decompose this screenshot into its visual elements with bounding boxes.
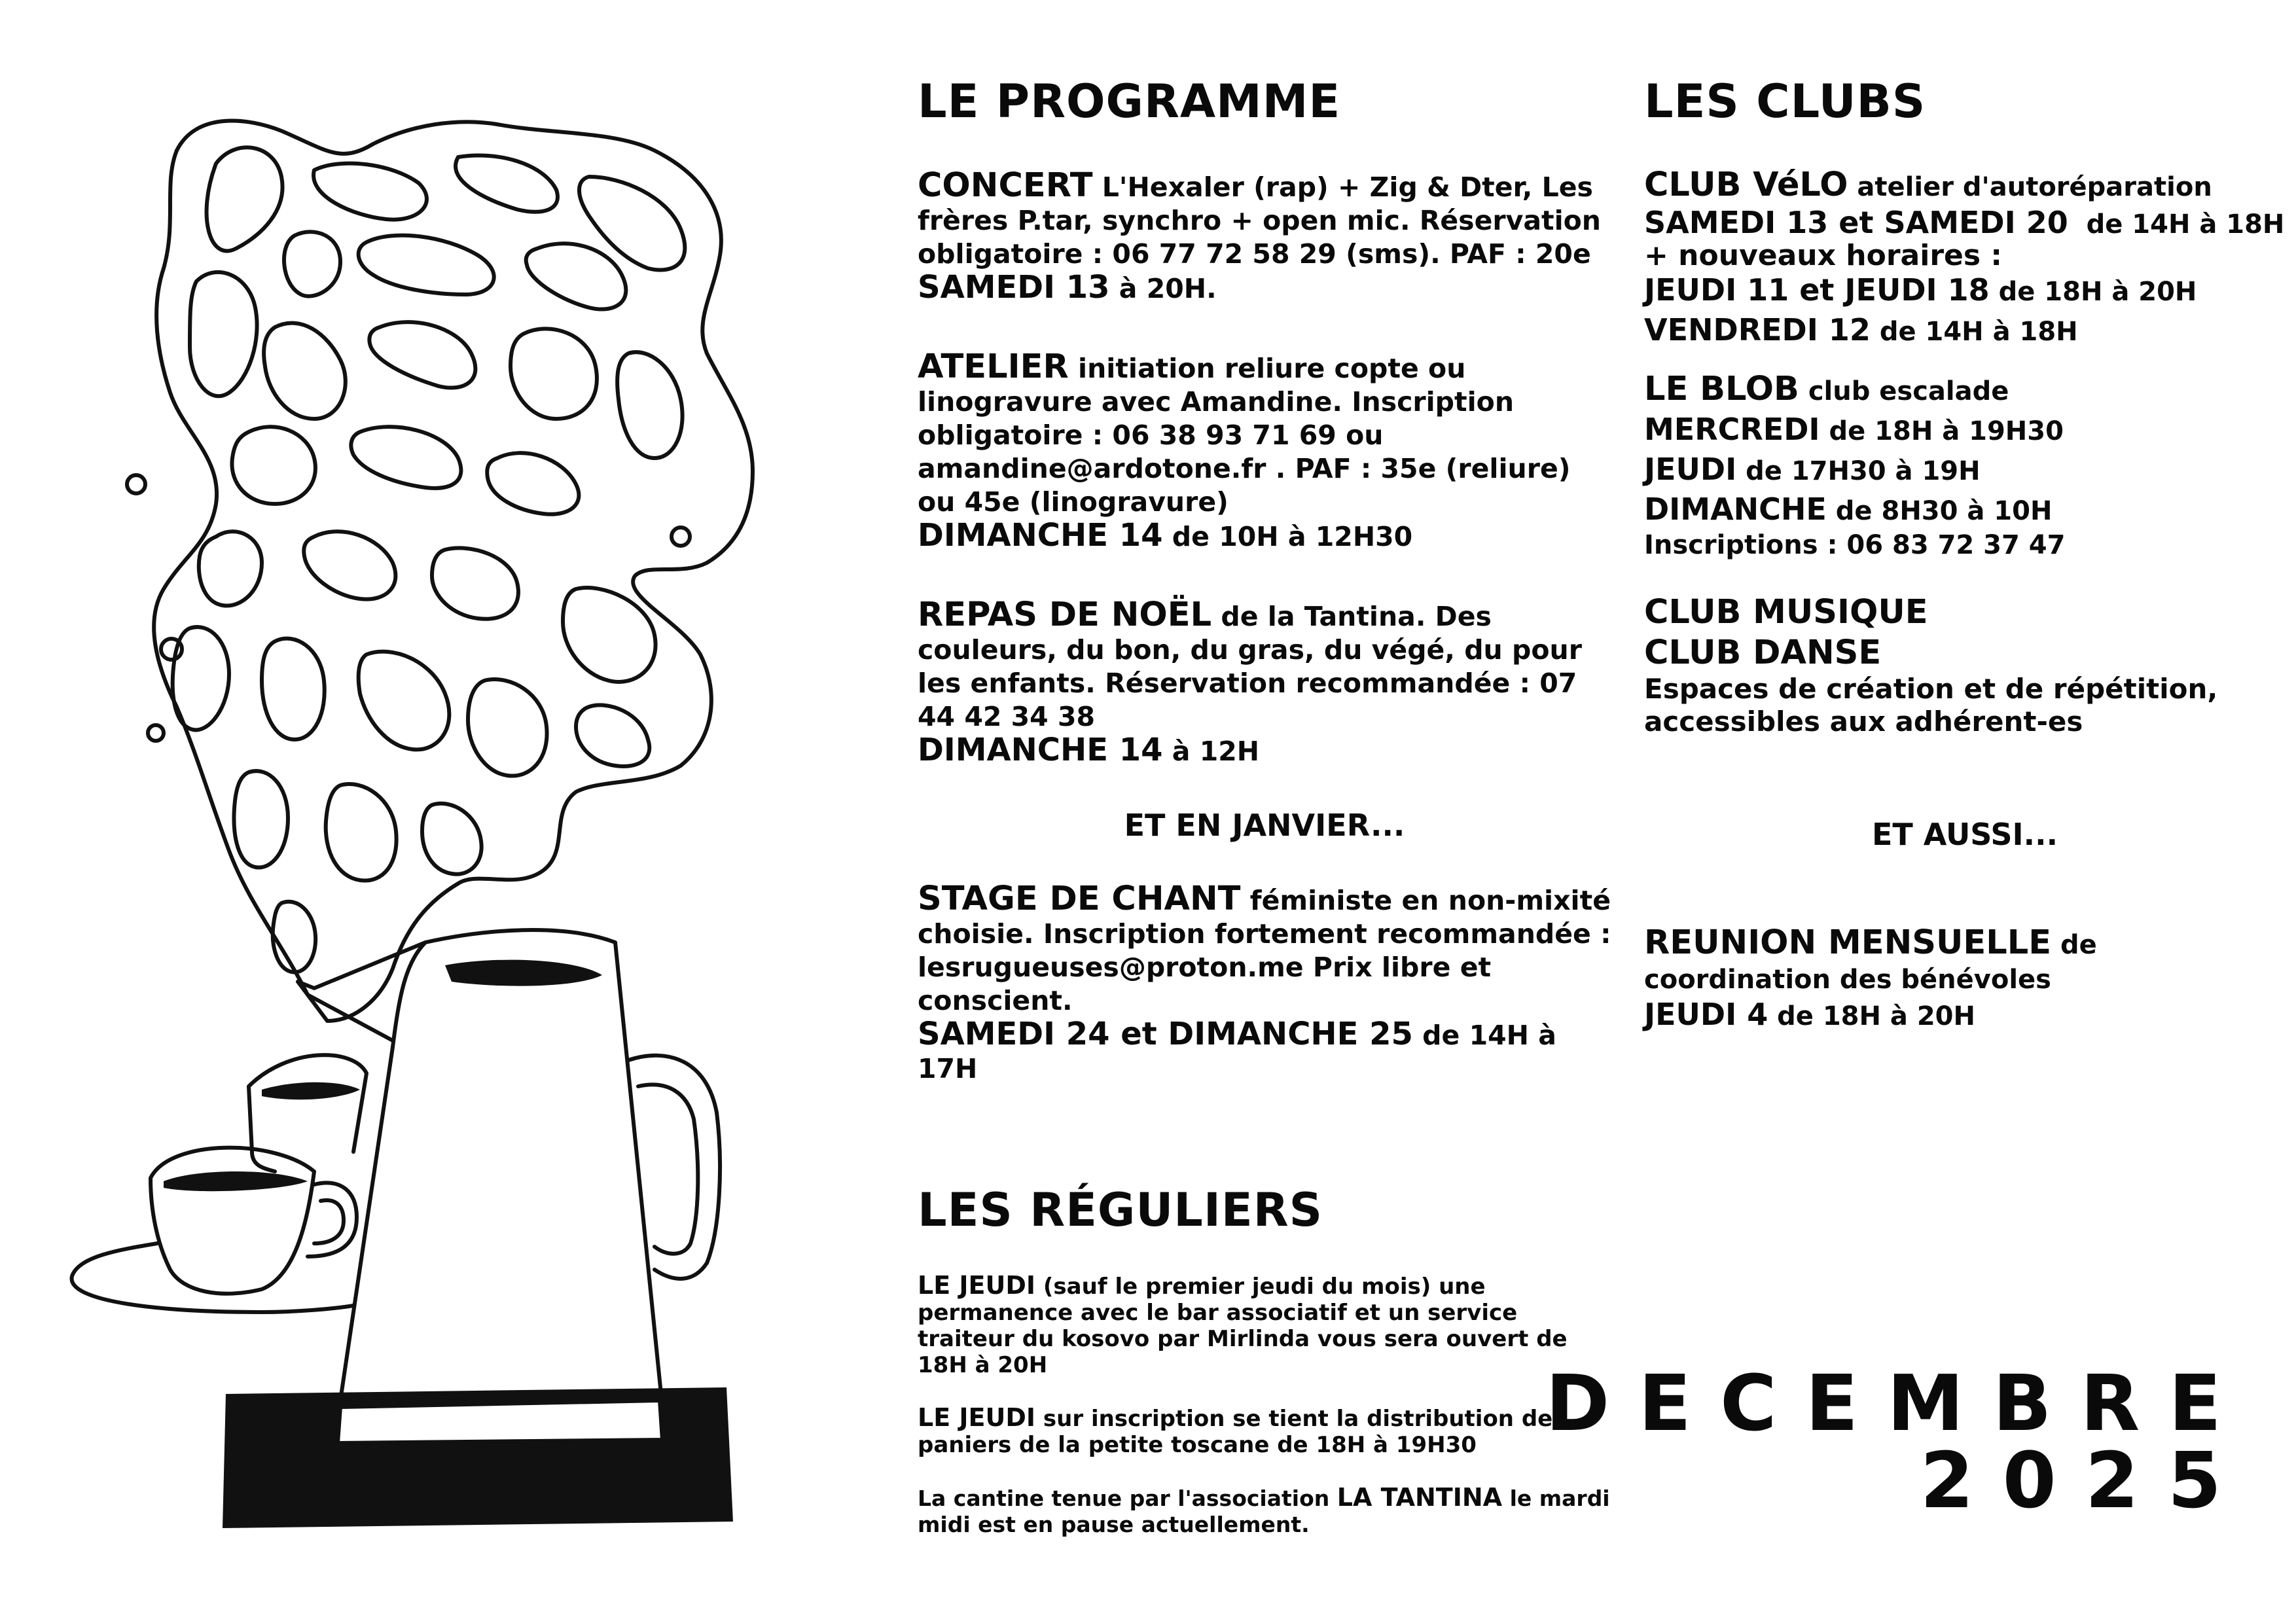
steam-hole [456,155,558,211]
stage-event [918,879,1611,1086]
steam-hole [432,548,518,618]
stage-time: de 14H à 17H [918,1019,1556,1084]
steam-hole [369,322,475,387]
steam-hole [359,652,450,750]
repas-head: REPAS DE NOËL [918,595,1212,634]
steam-outline [154,121,753,1021]
velo-head: CLUB VéLO [1644,165,1848,204]
blob-l3-day: DIMANCHE [1644,491,1827,527]
steam-hole [314,164,427,220]
steam-hole [264,323,346,419]
steam-dot [148,725,164,741]
blob-inscriptions: Inscriptions : 06 83 72 37 47 [1644,529,2066,560]
pot-handle [628,1056,720,1279]
pot-coffee-top [445,960,602,986]
stage-day: SAMEDI 24 et DIMANCHE 25 [918,1015,1413,1052]
steam-hole [511,329,597,419]
velo-l1-time: de 14H à 18H [2086,209,2285,240]
atelier-day: DIMANCHE 14 [918,516,1163,554]
repas-day: DIMANCHE 14 [918,731,1163,768]
aussi-heading: ET AUSSI... [1871,816,2058,852]
concert-day: SAMEDI 13 [918,268,1110,306]
reguliers-title: LES RÉGULIERS [918,1183,1323,1237]
date-year: 2025 [1920,1435,2250,1525]
blob-l1-day: MERCREDI [1644,411,1820,447]
reunion-head: REUNION MENSUELLE [1644,923,2052,962]
atelier-time: de 10H à 12H30 [1172,520,1413,552]
cantine-name: LA TANTINA [1336,1483,1503,1512]
blob-desc: club escalade [1808,376,2009,406]
reguliers-jeudi-2 [918,1404,1611,1458]
repas-event [918,595,1611,768]
steam-hole [234,771,288,867]
blob-l2-time: de 17H30 à 19H [1746,455,1981,486]
cantine-post: le mardi midi est en pause actuellement. [918,1486,1610,1537]
concert-time: à 20H. [1119,272,1217,304]
reunion-de: de [2060,929,2097,960]
concert-head: CONCERT [918,166,1093,205]
reguliers-jeudi-2-head: LE JEUDI [918,1403,1036,1432]
coffee-pot-illustration [0,0,864,1623]
steam-hole [576,705,649,766]
steam-hole [304,531,395,599]
steam-hole [262,639,325,740]
reunion-mensuelle [1644,924,2286,1035]
velo-l4-day: VENDREDI 12 [1644,312,1871,348]
atelier-event [918,347,1611,554]
club-musique: CLUB MUSIQUE [1644,592,1928,632]
blob-l2-day: JEUDI [1644,451,1737,487]
concert-event [918,166,1611,306]
pot-spout [298,942,425,1041]
cantine-pre: La cantine tenue par l'association [918,1486,1330,1511]
back-cup-coffee [262,1082,360,1099]
velo-desc: atelier d'autoréparation [1857,171,2212,202]
stage-head: STAGE DE CHANT [918,879,1241,918]
velo-l3-day: JEUDI 11 et JEUDI 18 [1644,272,1990,308]
velo-l4-time: de 14H à 18H [1879,316,2078,347]
atelier-desc: initiation reliure copte ou linogravure avec Amandine. Inscription obligatoire : 06 38 93 71 69 ou amandine@ardotone.fr . PAF : 35e (reliure) ou 45e (linogravure) [918,352,1571,518]
saucer [72,1243,353,1312]
concert-desc: L'Hexaler (rap) + Zig & Dter, Les frères P.tar, synchro + open mic. Réservation obligatoire : 06 77 72 58 29 (sms). PAF : 20e [918,171,1601,270]
steam-hole [351,427,461,488]
steam-hole [326,784,397,880]
blob-l3-time: de 8H30 à 10H [1835,495,2053,526]
reguliers-jeudi-1-text: (sauf le premier jeudi du mois) une permanence avec le bar associatif et un service traiteur du kosovo par Mirlinda vous sera ouvert de 18H à 20H [918,1274,1568,1378]
club-musique-danse [1644,592,2286,738]
steam-hole [422,804,482,874]
steam-dot [127,475,145,493]
front-cup [151,1148,314,1294]
reguliers-jeudi-1-head: LE JEUDI [918,1271,1036,1300]
steam-hole [232,427,315,504]
steam-hole [199,531,262,605]
date-month: DECEMBRE [1545,1358,2250,1448]
blob-l1-time: de 18H à 19H30 [1829,416,2064,446]
reguliers-cantine [918,1484,1611,1538]
clubs-column [1644,75,2286,1035]
blob-head: LE BLOB [1644,369,1799,408]
club-blob [1644,370,2286,560]
reunion-day: JEUDI 4 [1644,996,1768,1032]
steam-hole [487,453,579,514]
pot-body [339,930,661,1444]
steam-dot [161,639,182,660]
velo-l1-day: SAMEDI 13 et SAMEDI 20 [1644,204,2068,240]
velo-l2: + nouveaux horaires : [1644,238,2002,272]
atelier-head: ATELIER [918,347,1069,386]
steam-hole [284,232,340,296]
reguliers-jeudi-2-text: sur inscription se tient la distribution des paniers de la petite toscane de 18H à 19H30 [918,1406,1566,1458]
reunion-time: de 18H à 20H [1777,1001,1975,1031]
steam-hole [207,147,283,251]
stage-desc: féministe en non-mixité choisie. Inscription fortement recommandée : lesrugueuses@proton.me Prix libre et conscient. [918,884,1611,1016]
date-heading [1545,1358,2250,1525]
programme-column [918,75,1611,1538]
steam-hole [526,243,626,309]
steam-hole [563,588,656,682]
back-cup [249,1055,367,1171]
club-velo [1644,166,2286,351]
front-cup-handle [308,1183,357,1257]
repas-desc: de la Tantina. Des couleurs, du bon, du gras, du végé, du pour les enfants. Réservation recommandée : 07 44 42 34 38 [918,600,1582,732]
reguliers-jeudi-1 [918,1272,1611,1378]
steam-hole [273,902,315,972]
club-danse: CLUB DANSE [1644,633,1882,672]
steam-hole [190,272,257,396]
steam-hole [617,352,682,458]
front-cup-coffee [164,1171,308,1191]
club-espaces: Espaces de création et de répétition, accessibles aux adhérent-es [1644,672,2218,738]
clubs-title: LES CLUBS [1644,75,1926,128]
janvier-heading: ET EN JANVIER... [1124,807,1405,843]
steam-hole [359,236,494,294]
programme-title: LE PROGRAMME [918,75,1341,128]
repas-time: à 12H [1172,735,1260,767]
steam-hole [468,679,547,776]
reunion-desc: coordination des bénévoles [1644,964,2051,995]
velo-l3-time: de 18H à 20H [1998,276,2197,307]
steam-hole [579,177,685,270]
steam-dot [672,527,690,546]
